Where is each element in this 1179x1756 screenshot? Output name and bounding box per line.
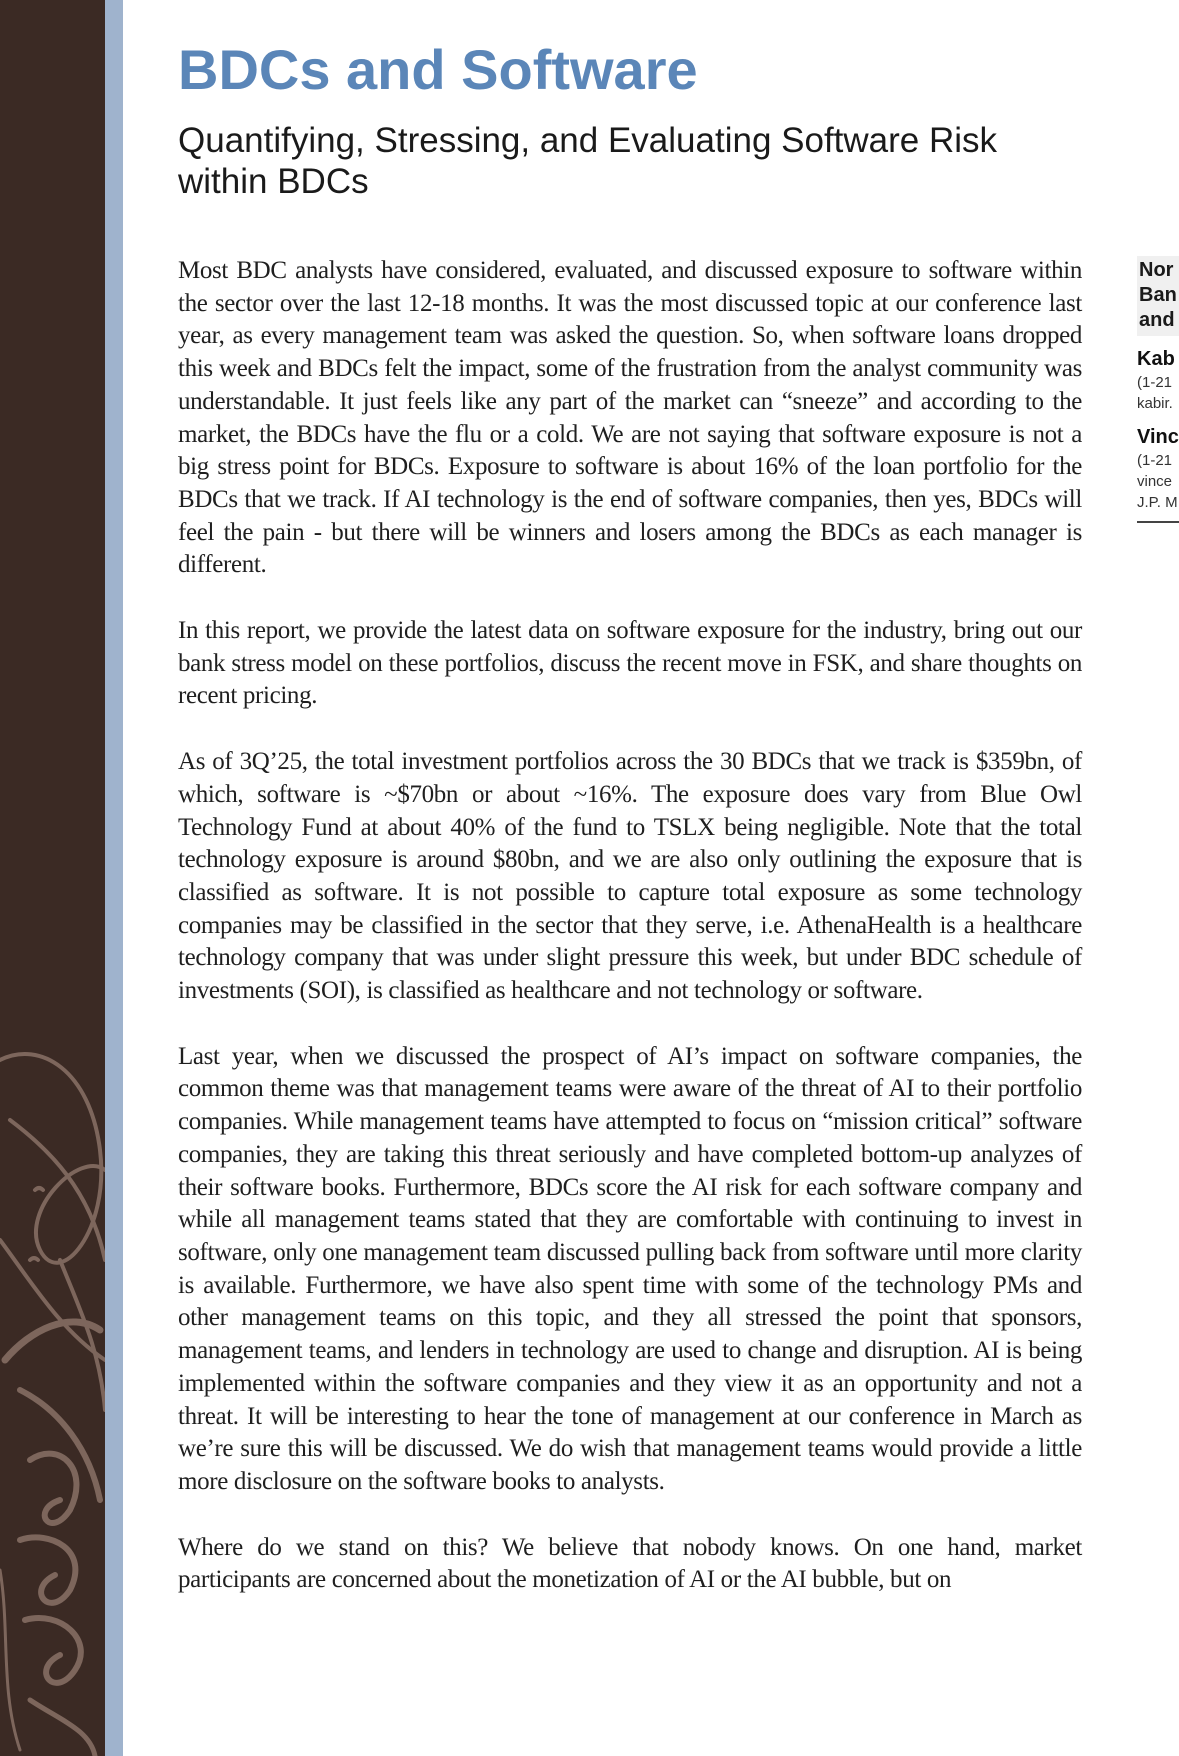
left-accent-stripe	[105, 0, 123, 1756]
analyst-contact	[1137, 346, 1179, 414]
paragraph-report-scope: In this report, we provide the latest data on software exposure for the industry, bring out our bank stress model on these portfolios, discuss the recent move in FSK, and share thoughts on recent pricing.	[178, 617, 1082, 710]
sidebar-header-line: and	[1139, 309, 1175, 331]
analyst-name: Kab	[1137, 348, 1175, 370]
report-body	[178, 255, 1082, 1630]
paragraph-ai-impact: Last year, when we discussed the prospect of AI’s impact on software companies, the common theme was that management teams were aware of the threat of AI to their portfolio companies. While management teams have attempted to focus on “mission critical” software companies, they are taking this threat seriously and have completed bottom-up analyzes of their software books. Furthermore, BDCs score the AI risk for each software company and while all management teams stated that they are comfortable with continuing to invest in software, only one management team discussed pulling back from software until more clarity is available. Furthermore, we have also spent time with some of the technology PMs and other management teams on this topic, and they all stressed the point that sponsors, management teams, and lenders in technology are used to change and disruption. AI is being implemented within the software companies and they view it as an opportunity and not a threat. It will be interesting to hear the tone of management at our conference in March as we’re sure this will be discussed. We do wish that management teams would provide a little more disclosure on the software books to analysts.	[178, 1042, 1082, 1495]
paragraph-intro: Most BDC analysts have considered, evaluated, and discussed exposure to software within the sector over the last 12-18 months. It was the most discussed topic at our conference last year, as every management team was asked the question. So, when software loans dropped this week and BDCs felt the impact, some of the frustration from the analyst community was understandable. It just feels like any part of the market can “sneeze” and according to the market, the BDCs have the flu or a cold. We are not saying that software exposure is not a big stress point for BDCs. Exposure to software is about 16% of the loan portfolio for the BDCs that we track. If AI technology is the end of software companies, then yes, BDCs will feel the pain - but there will be winners and losers among the BDCs as each manager is different.	[178, 257, 1082, 579]
page-title: BDCs and Software	[178, 38, 698, 101]
analyst-phone: (1-21	[1137, 374, 1173, 391]
page-subtitle: Quantifying, Stressing, and Evaluating Software Risk within BDCs	[178, 121, 998, 201]
analyst-phone: (1-21	[1137, 452, 1173, 469]
jp-morgan-signature-icon	[0, 1030, 105, 1756]
sidebar-header	[1137, 256, 1179, 336]
analyst-email-link[interactable]: vince	[1137, 473, 1173, 490]
analyst-sidebar	[1137, 256, 1179, 523]
sidebar-header-line: Ban	[1139, 284, 1177, 306]
analyst-name: Vinc	[1137, 426, 1179, 448]
left-decorative-panel	[0, 0, 105, 1756]
analyst-email-link[interactable]: kabir.	[1137, 395, 1173, 412]
paragraph-exposure-data: As of 3Q’25, the total investment portfolios across the 30 BDCs that we track is $359bn, of which, software is ~$70bn or about ~16%. The exposure does vary from Blue Owl Technology Fund at about 40% of the fund to TSLX being negligible. Note that the total technology exposure is around $80bn, and we are also only outlining the exposure that is classified as software. It is not possible to capture total exposure as some technology companies may be classified in the sector that they serve, i.e. AthenaHealth is a healthcare technology company that was under slight pressure this week, but under BDC schedule of investments (SOI), is classified as healthcare and not technology or software.	[178, 748, 1082, 1005]
paragraph-outlook: Where do we stand on this? We believe that nobody knows. On one hand, market participants are concerned about the monetization of AI or the AI bubble, but on	[178, 1533, 1082, 1594]
sidebar-header-line: Nor	[1139, 259, 1174, 281]
analyst-firm: J.P. M	[1137, 494, 1178, 511]
analyst-contact	[1137, 424, 1179, 513]
sidebar-divider	[1137, 521, 1179, 523]
